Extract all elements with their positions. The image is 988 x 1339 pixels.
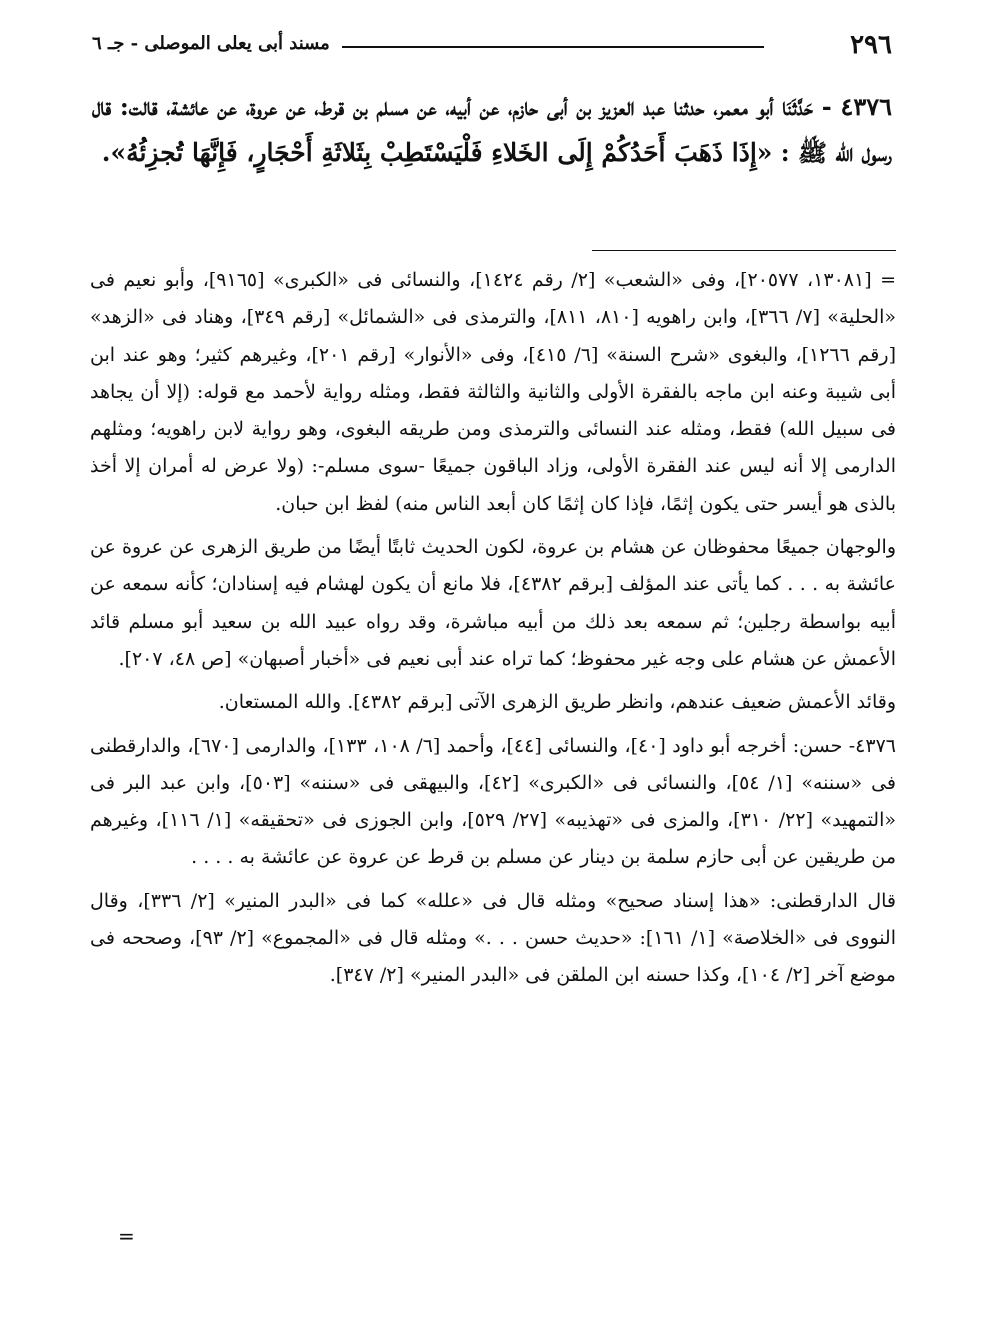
book-title: مسند أبى يعلى الموصلى - جـ ٦ xyxy=(92,33,330,54)
footnote-paragraph: والوجهان جميعًا محفوظان عن هشام بن عروة، لكون الحديث ثابتًا أيضًا من طريق الزهرى عن عروة عن عائشة به . . . كما يأتى عند المؤلف [برقم ٤٣٨٢]، فلا مانع أن يكون لهشام فيه إسنادان؛ كأنه سمعه عن أبيه بواسطة رجلين؛ ثم سمعه بعد ذلك من أبيه مباشرة، وقد رواه عبيد الله بن سعيد أبو مسلم قائد الأعمش عن هشام على وجه غير محفوظ؛ كما تراه عند أبى نعيم فى «أخبار أصبهان» [ص ٤٨، ٢٠٧]. xyxy=(90,536,896,670)
footnote-separator xyxy=(592,250,896,251)
hadith-text xyxy=(92,84,892,176)
footnote-paragraph: = [١٣٠٨١، ٢٠٥٧٧]، وفى «الشعب» [٢/ رقم ١٤٢٤]، والنسائى فى «الكبرى» [٩١٦٥]، وأبو نعيم فى «الحلية» [٧/ ٣٦٦]، وابن راهويه [٨١٠، ٨١١]، والترمذى فى «الشمائل» [رقم ٣٤٩]، وهناد فى «الزهد» [رقم ١٢٦٦]، والبغوى «شرح السنة» [٦/ ٤١٥]، وفى «الأنوار» [رقم ٢٠١]، وغيرهم كثير؛ وهو عند ابن أبى شيبة وعنه ابن ماجه بالفقرة الأولى والثانية والثالثة فقط، ومثله رواية لأحمد مع قوله: (إلا أن يجاهد فى سبيل الله) فقط، ومثله عند النسائى والترمذى ومن طريقه البغوى، وهو رواية لابن راهويه؛ ومثلهم الدارمى إلا أنه ليس عند الفقرة الأولى، وزاد الباقون جميعًا -سوى مسلم-: (ولا عرض له أمران إلا أخذ بالذى هو أيسر حتى يكون إثمًا، فإذا كان إثمًا كان أبعد الناس منه) لفظ ابن حبان. xyxy=(90,269,896,515)
hadith-number: ٤٣٧٦ xyxy=(840,92,893,121)
hadith-quote: «إِذَا ذَهَبَ أَحَدُكُمْ إِلَى الخَلاءِ فَلْيَسْتَطِبْ بِثَلاثَةِ أَحْجَارٍ، فَإِنَّهَا تُجزِئُهُ». xyxy=(101,138,773,167)
header-rule xyxy=(342,46,764,48)
footnote-paragraph: ٤٣٧٦- حسن: أخرجه أبو داود [٤٠]، والنسائى [٤٤]، وأحمد [٦/ ١٠٨، ١٣٣]، والدارمى [٦٧٠]، والدارقطنى فى «سننه» [١/ ٥٤]، والنسائى فى «الكبرى» [٤٢]، والبيهقى فى «سننه» [٥٠٣]، وابن عبد البر فى «التمهيد» [٢٢/ ٣١٠]، والمزى فى «تهذيبه» [٢٧/ ٥٢٩]، وابن الجوزى فى «تحقيقه» [١/ ١١٦]، وغيرهم من طريقين عن أبى حازم سلمة بن دينار عن مسلم بن قرط عن عروة عن عائشة به . . . . xyxy=(90,734,897,869)
hadith-isnad: - حَدَّثَنَا أبو معمر، حدثنا عبد العزيز بن أبى حازم، عن أبيه، عن مسلم بن قرط، عن عروة، عن عائشة، قالت: قال رسول الله ﷺ : xyxy=(92,92,892,167)
footnotes xyxy=(90,262,896,1001)
continuation-mark: = xyxy=(118,1224,135,1248)
page-number: ٢٩٦ xyxy=(850,30,892,60)
running-header xyxy=(92,30,892,66)
footnote-paragraph: قال الدارقطنى: «هذا إسناد صحيح» ومثله قال فى «علله» كما فى «البدر المنير» [٢/ ٣٣٦]، وقال النووى فى «الخلاصة» [١/ ١٦١]: «حديث حسن . . .» ومثله قال فى «المجموع» [٢/ ٩٣]، وصححه فى موضع آخر [٢/ ١٠٤]، وكذا حسنه ابن الملقن فى «البدر المنير» [٢/ ٣٤٧]. xyxy=(90,889,896,987)
footnote-paragraph: وقائد الأعمش ضعيف عندهم، وانظر طريق الزهرى الآتى [برقم ٤٣٨٢]. والله المستعان. xyxy=(218,691,896,714)
